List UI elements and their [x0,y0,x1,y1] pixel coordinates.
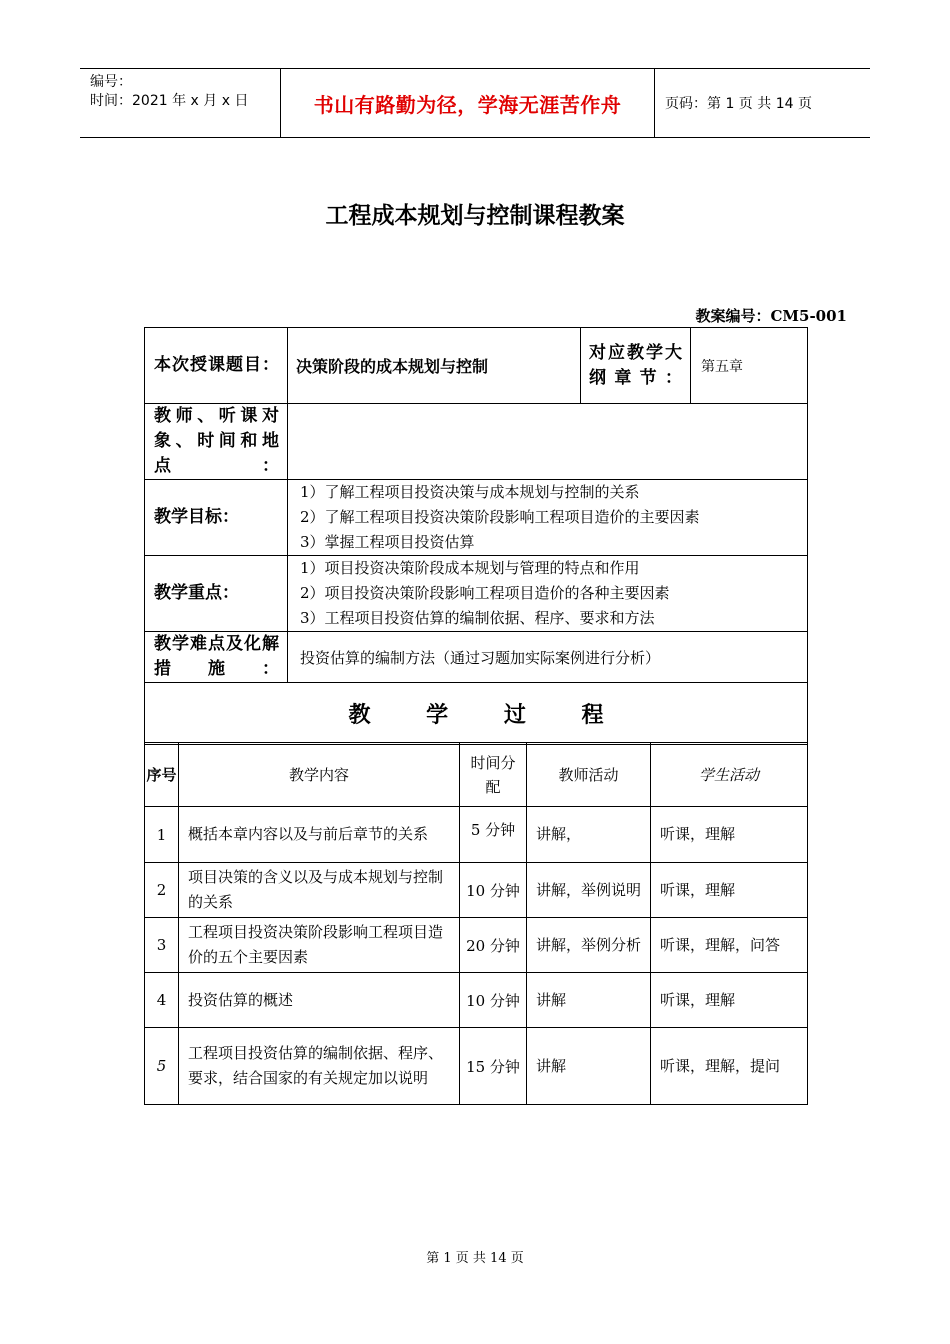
header-page-info: 页码：第 1 页 共 14 页 [665,96,812,112]
row-teacher: 讲解， [527,807,651,863]
process-table [144,742,808,1105]
header-content: 教学内容 [179,743,460,807]
goal-item: 3）掌握工程项目投资估算 [300,533,475,551]
table-row [145,1028,808,1105]
goals-label: 教学目标： [145,480,288,556]
focus-item: 1）项目投资决策阶段成本规划与管理的特点和作用 [300,559,640,577]
row-seq: 2 [145,863,179,918]
row-seq: 3 [145,918,179,973]
row-teacher: 讲解 [527,1028,651,1105]
row-time: 10 分钟 [460,973,527,1028]
audience-row [145,404,808,480]
difficulty-row [145,632,808,683]
header-teacher: 教师活动 [527,743,651,807]
info-table [144,327,808,745]
row-time: 20 分钟 [460,918,527,973]
row-content: 工程项目投资决策阶段影响工程项目造价的五个主要因素 [179,918,460,973]
row-seq: 1 [145,807,179,863]
header-student: 学生活动 [651,743,808,807]
focus-row [145,556,808,632]
row-teacher: 讲解，举例说明 [527,863,651,918]
row-student: 听课，理解 [651,863,808,918]
time-label: 时间：2021 年 x 月 x 日 [90,93,249,109]
topic-label: 本次授课题目： [145,328,288,404]
table-row [145,807,808,863]
row-content: 投资估算的概述 [179,973,460,1028]
case-code: 教案编号：CM5-001 [695,307,847,325]
row-time: 15 分钟 [460,1028,527,1105]
outline-value: 第五章 [691,328,808,404]
goals-list [288,480,808,556]
row-seq: 5 [145,1028,179,1105]
row-content: 概括本章内容以及与前后章节的关系 [179,807,460,863]
process-header-row [145,743,808,807]
number-label: 编号： [90,74,132,90]
header-meta [80,69,281,137]
process-title-row [145,683,808,745]
topic-value: 决策阶段的成本规划与控制 [288,328,581,404]
audience-value [288,404,808,480]
page-footer: 第 1 页 共 14 页 [426,1251,524,1266]
difficulty-label: 教学难点及化解措施： [145,632,288,683]
table-row [145,918,808,973]
row-content: 项目决策的含义以及与成本规划与控制的关系 [179,863,460,918]
process-title: 教 学 过 程 [145,683,808,745]
row-student: 听课，理解，问答 [651,918,808,973]
header-time: 时间分配 [460,743,527,807]
outline-label: 对应教学大纲章节： [581,328,691,404]
goal-item: 1）了解工程项目投资决策与成本规划与控制的关系 [300,483,640,501]
row-student: 听课，理解 [651,807,808,863]
row-teacher: 讲解，举例分析 [527,918,651,973]
topic-row [145,328,808,404]
row-time: 5 分钟 [460,807,527,863]
focus-item: 3）工程项目投资估算的编制依据、程序、要求和方法 [300,609,655,627]
difficulty-value: 投资估算的编制方法（通过习题加实际案例进行分析） [288,632,808,683]
focus-item: 2）项目投资决策阶段影响工程项目造价的各种主要因素 [300,584,670,602]
page-header [80,68,870,138]
table-row [145,973,808,1028]
row-time: 10 分钟 [460,863,527,918]
header-motto: 书山有路勤为径，学海无涯苦作舟 [281,69,655,137]
header-seq: 序号 [145,743,179,807]
document-title: 工程成本规划与控制课程教案 [325,203,625,229]
goals-row [145,480,808,556]
focus-list [288,556,808,632]
audience-label: 教师、听课对象、时间和地点： [145,404,288,480]
row-student: 听课，理解 [651,973,808,1028]
row-content: 工程项目投资估算的编制依据、程序、要求，结合国家的有关规定加以说明 [179,1028,460,1105]
goal-item: 2）了解工程项目投资决策阶段影响工程项目造价的主要因素 [300,508,700,526]
table-row [145,863,808,918]
row-student: 听课，理解，提问 [651,1028,808,1105]
row-seq: 4 [145,973,179,1028]
row-teacher: 讲解 [527,973,651,1028]
focus-label: 教学重点： [145,556,288,632]
